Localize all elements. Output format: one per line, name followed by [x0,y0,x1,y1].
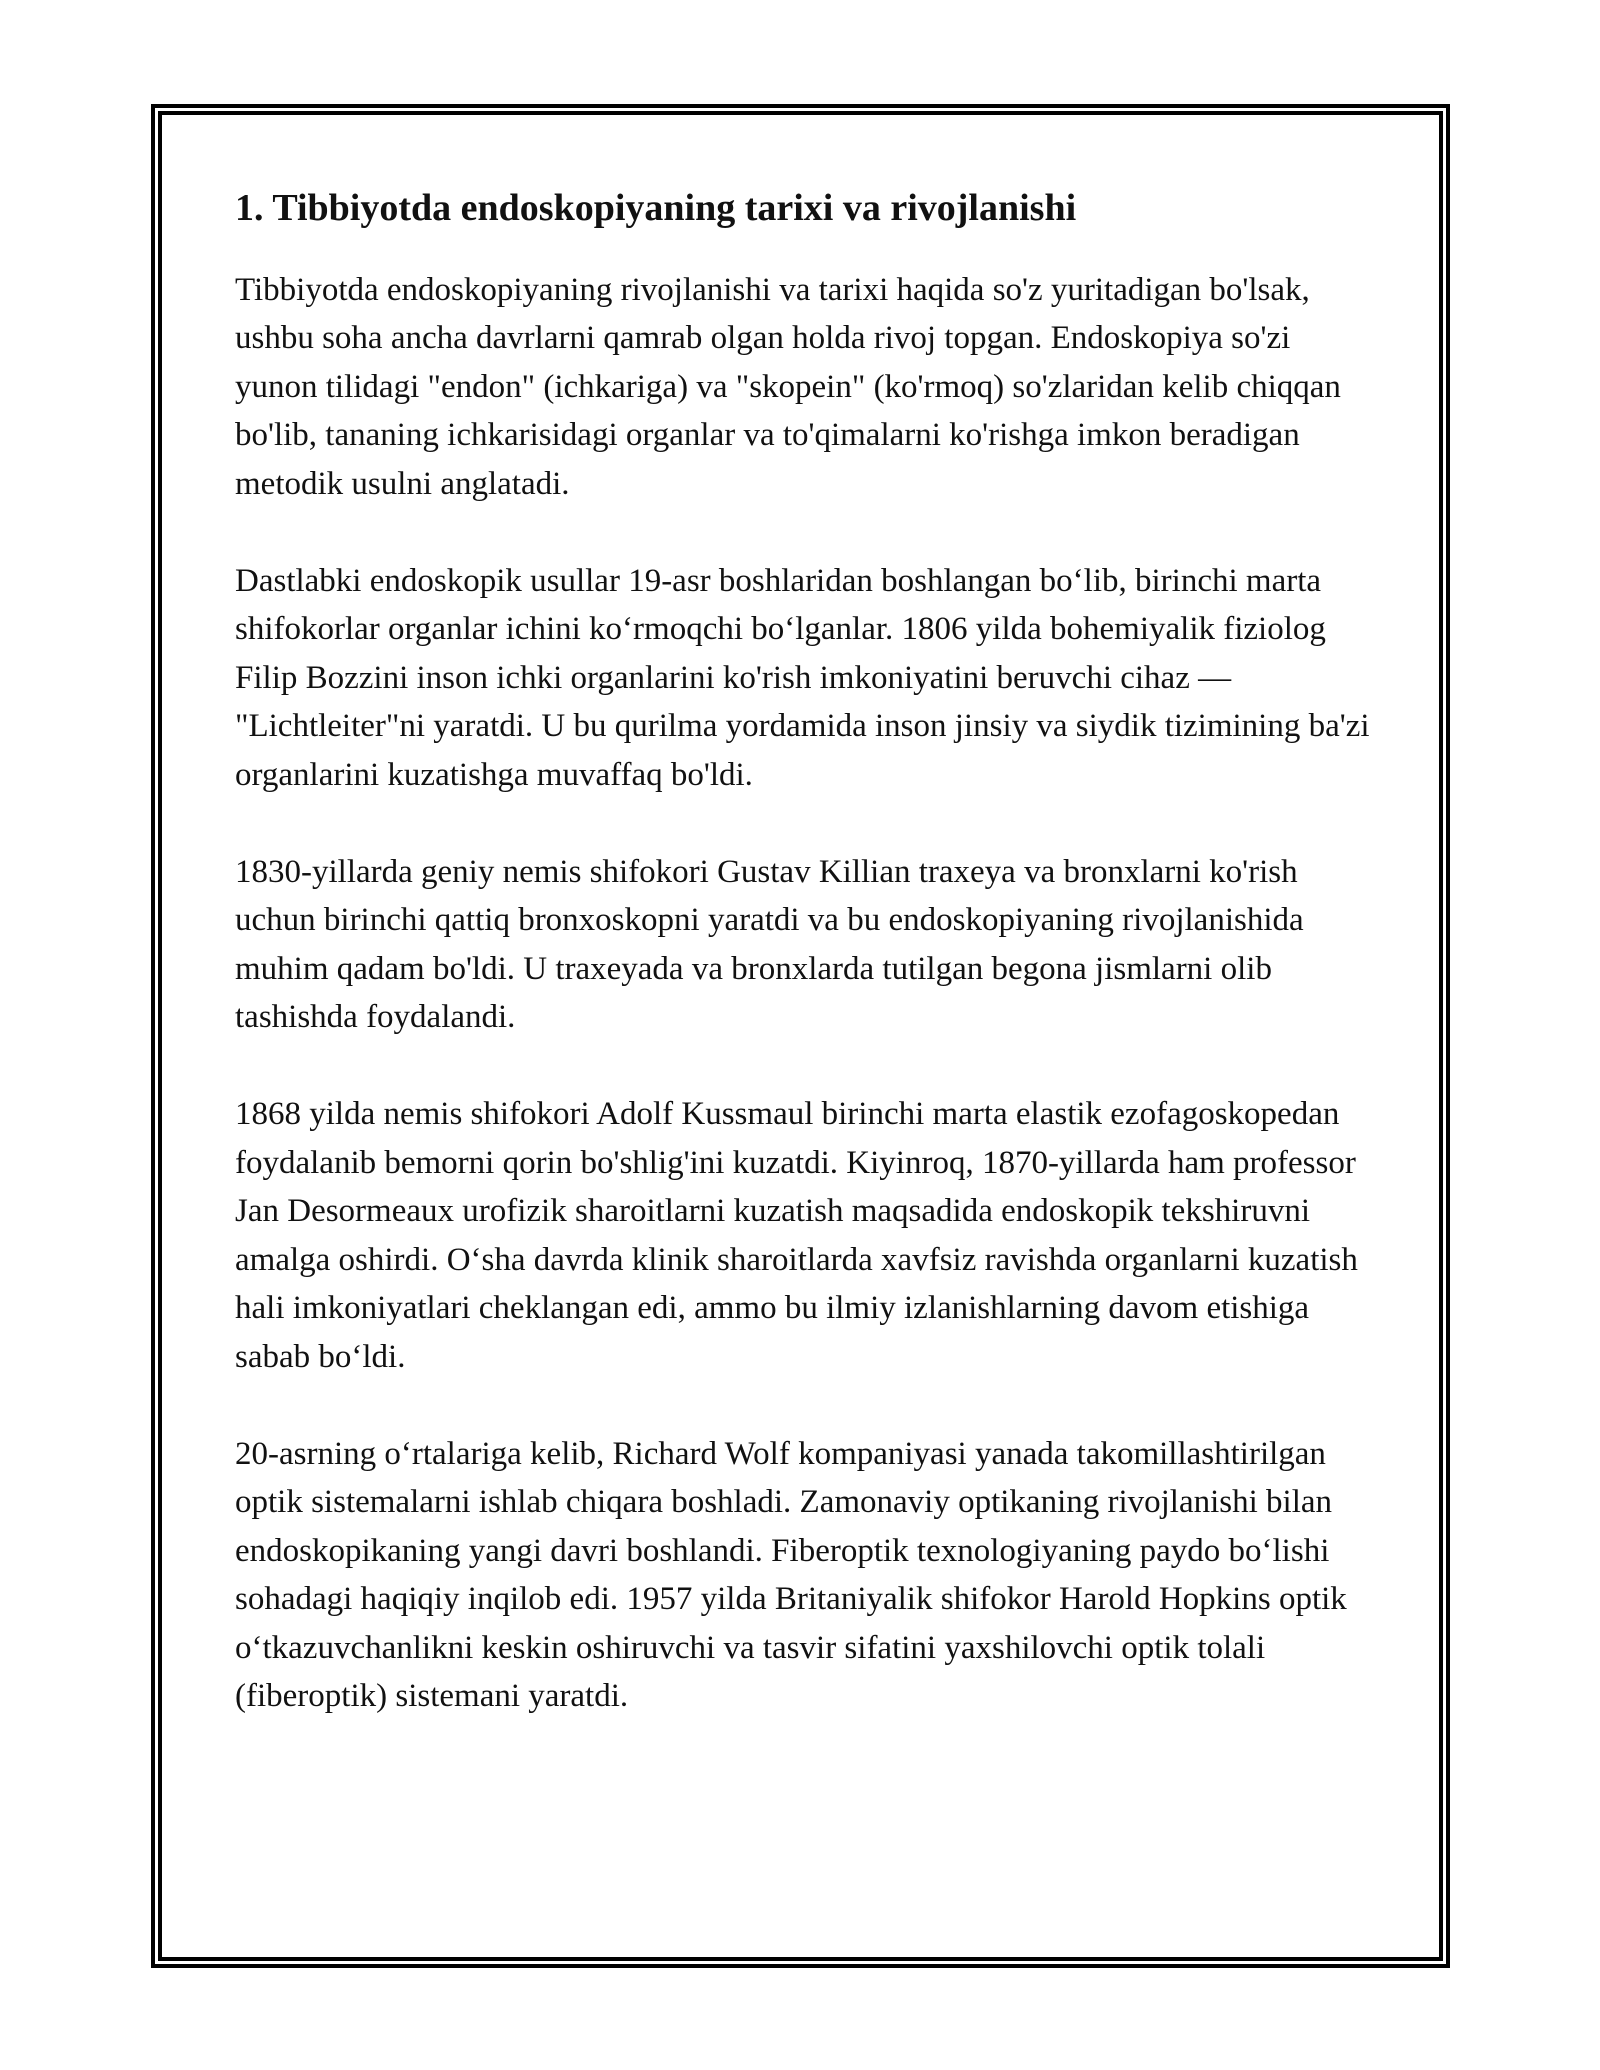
paragraph-bozzini: Dastlabki endoskopik usullar 19-asr boshlaridan boshlangan bo‘lib, birinchi marta shifokorlar organlar ichini ko‘rmoqchi bo‘lganlar. 1806 yilda bohemiyalik fiziolog Filip Bozzini inson ichki organlarini ko'rish imkoniyatini beruvchi cihaz — "Lichtleiter"ni yaratdi. U bu qurilma yordamida inson jinsiy va siydik tizimining ba'zi organlarini kuzatishga muvaffaq bo'ldi. [235,562,1370,793]
paragraph-intro: Tibbiyotda endoskopiyaning rivojlanishi va tarixi haqida so'z yuritadigan bo'lsak, ushbu soha ancha davrlarni qamrab olgan holda rivoj topgan. Endoskopiya so'zi yunon tilidagi "endon" (ichkariga) va "skopein" (ko'rmoq) so'zlaridan kelib chiqqan bo'lib, tananing ichkarisidagi organlar va to'qimalarni ko'rishga imkon beradigan metodik usulni anglatadi. [235,271,1341,502]
document-body [235,186,1375,1769]
paragraph-kussmaul: 1868 yilda nemis shifokori Adolf Kussmaul birinchi marta elastik ezofagoskopedan foydalanib bemorni qorin bo'shlig'ini kuzatdi. Kiyinroq, 1870-yillarda ham professor Jan Desormeaux urofizik sharoitlarni kuzatish maqsadida endoskopik tekshiruvni amalga oshirdi. O‘sha davrda klinik sharoitlarda xavfsiz ravishda organlarni kuzatish hali imkoniyatlari cheklangan edi, ammo bu ilmiy izlanishlarning davom etishiga sabab bo‘ldi. [235,1096,1358,1375]
paragraph-killian: 1830-yillarda geniy nemis shifokori Gustav Killian traxeya va bronxlarni ko'rish uchun birinchi qattiq bronxoskopni yaratdi va bu endoskopiyaning rivojlanishida muhim qadam bo'ldi. U traxeyada va bronxlarda tutilgan begona jismlarni olib tashishda foydalandi. [235,853,1304,1036]
document-title: 1. Tibbiyotda endoskopiyaning tarixi va rivojlanishi [235,187,1077,229]
paragraph-hopkins: 20-asrning o‘rtalariga kelib, Richard Wolf kompaniyasi yanada takomillashtirilgan optik sistemalarni ishlab chiqara boshladi. Zamonaviy optikaning rivojlanishi bilan endoskopikaning yangi davri boshlandi. Fiberoptik texnologiyaning paydo bo‘lishi sohadagi haqiqiy inqilob edi. 1957 yilda Britaniyalik shifokor Harold Hopkins optik o‘tkazuvchanlikni keskin oshiruvchi va tasvir sifatini yaxshilovchi optik tolali (fiberoptik) sistemani yaratdi. [235,1435,1347,1715]
